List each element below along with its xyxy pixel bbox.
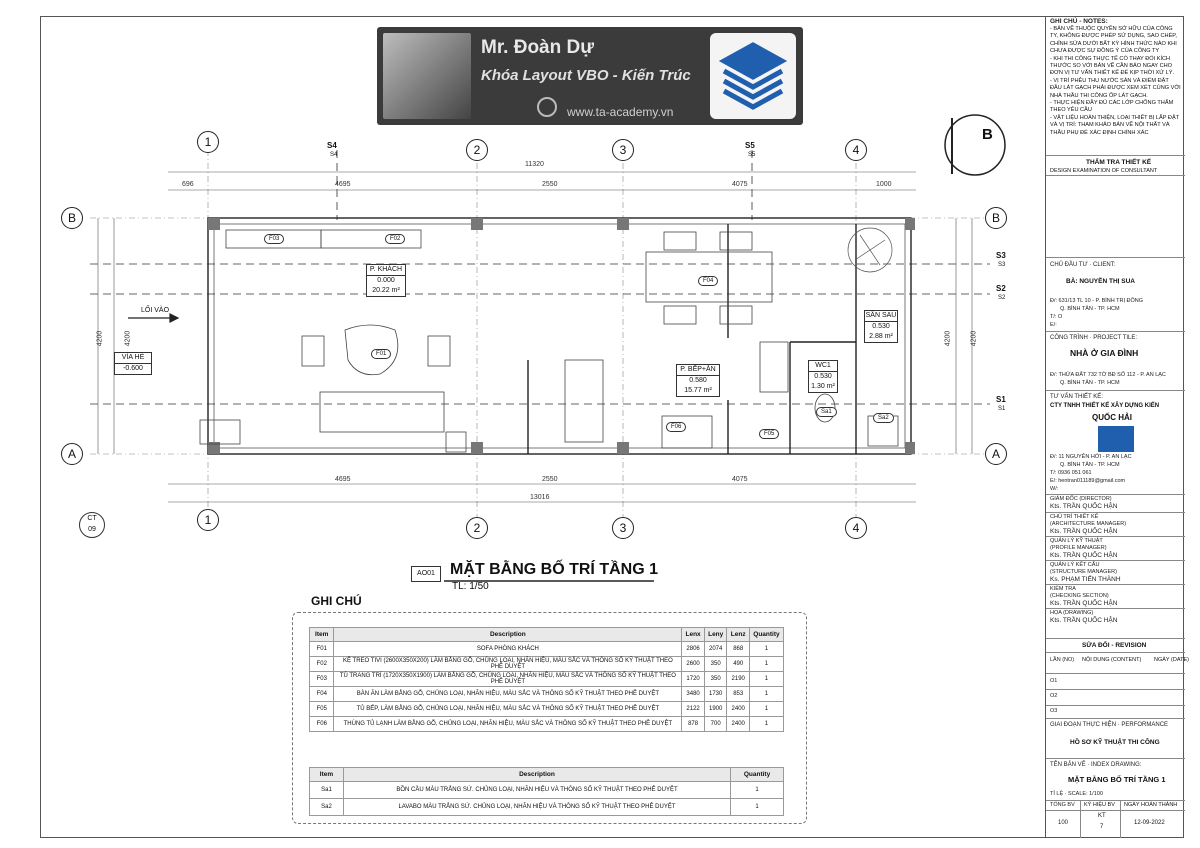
role-caption-2: (STRUCTURE MANAGER) [1050, 569, 1117, 575]
note-line: - THỰC HIỆN ĐẦY ĐỦ CÁC LỚP CHỐNG THẤM [1050, 100, 1174, 107]
section-sub-s1: S1 [998, 406, 1006, 412]
consultant-email: E/: hentran011189@gmail.com [1050, 478, 1126, 484]
room-tag-living: P. KHÁCH 0.000 20.22 m² [366, 264, 406, 297]
academy-logo-icon [710, 33, 796, 119]
revision-row-3: O3 [1050, 708, 1058, 714]
dim-left-inner: 4200 [124, 330, 132, 347]
room-tag-wc1: WC1 0.530 1.30 m² [808, 360, 838, 393]
table-cell: 3480 [682, 687, 705, 702]
grid-bubble-left-b: B [61, 207, 83, 229]
note-line: CHỈNH SỬA DƯỚI BẤT KỲ HÌNH THỨC NÀO KHI [1050, 40, 1177, 47]
table-cell: F02 [310, 657, 334, 672]
note-line: - KHI THI CÔNG THỰC TẾ CÓ THAY ĐỔI KÍCH [1050, 55, 1171, 62]
sanitary-table [309, 767, 784, 816]
note-line: THƯỚC SO VỚI BẢN VẼ CẦN BÁO NGAY CHO [1050, 63, 1173, 70]
table-row [310, 642, 784, 657]
table-cell: F06 [310, 717, 334, 732]
furniture-tag-f03: F03 [264, 234, 284, 244]
furniture-tag-f01: F01 [371, 349, 391, 359]
table-cell: 2600 [682, 657, 705, 672]
role-caption-2: (PROFILE MANAGER) [1050, 545, 1107, 551]
footer-code-value-b: 7 [1100, 824, 1104, 830]
footer-total-caption: TỔNG BV [1050, 802, 1075, 808]
dim-top-1: 4695 [335, 181, 351, 188]
section-sub-s4: S4 [330, 152, 338, 158]
grid-bubble-bottom-4: 4 [845, 517, 867, 539]
table-cell: Sa2 [310, 799, 344, 816]
table-cell: KỆ TREO TIVI (2600X350X200) LÀM BẰNG GỖ, CHỦNG LOẠI, NHÃN HIỆU, MÀU SẮC VÀ THÔNG SỐ KỸ THUẬT THEO PHÊ DUYỆT [334, 657, 682, 672]
index-caption: TÊN BẢN VẼ · INDEX DRAWING: [1050, 762, 1142, 768]
table-cell: 1 [731, 799, 784, 816]
furniture-table-header [310, 628, 784, 642]
dim-top-total: 11320 [525, 161, 544, 168]
role-caption-2: (ARCHITECTURE MANAGER) [1050, 521, 1127, 527]
table-cell: BỒN CẦU MÀU TRẮNG SỨ. CHỦNG LOẠI, NHÃN HIỆU VÀ THÔNG SỐ KỸ THUẬT THEO PHÊ DUYỆT [343, 782, 730, 799]
table-cell: 2074 [704, 642, 727, 657]
section-marker-s5: S5 [745, 141, 755, 150]
detail-callout: CT 09 [79, 512, 105, 538]
table-cell: 1 [731, 782, 784, 799]
furniture-table [309, 627, 784, 732]
entry-label: LỐI VÀO [141, 307, 170, 314]
table-cell: 1 [749, 717, 783, 732]
role-name: Kts. TRẦN QUỐC HẬN [1050, 600, 1118, 607]
drawing-title: MẶT BẰNG BỐ TRÍ TẦNG 1 [450, 561, 658, 578]
dim-bottom-2: 2550 [542, 476, 558, 483]
role-caption: QUẢN LÝ KỸ THUẬT [1050, 538, 1103, 544]
scale-caption: TỈ LỆ · SCALE: 1/100 [1050, 791, 1103, 797]
table-cell: 1 [749, 657, 783, 672]
notes-title: GHI CHÚ - NOTES: [1050, 18, 1108, 25]
phase-value: HỒ SƠ KỸ THUẬT THI CÔNG [1070, 739, 1160, 746]
grid-bubble-top-2: 2 [466, 139, 488, 161]
grid-bubble-right-b: B [985, 207, 1007, 229]
footer-date-value: 12-09-2022 [1134, 820, 1165, 826]
consultant-name-2: QUỐC HẢI [1092, 413, 1132, 422]
table-cell: 350 [704, 672, 727, 687]
table-cell: 853 [727, 687, 749, 702]
role-caption: QUẢN LÝ KẾT CẤU [1050, 562, 1100, 568]
table-row [310, 687, 784, 702]
note-line: NHÀ THẦU THI CÔNG ỐP LÁT GẠCH. [1050, 92, 1148, 99]
table-cell: 1 [749, 642, 783, 657]
table-cell: BÀN ĂN LÀM BẰNG GỖ, CHỦNG LOẠI, NHÃN HIỆU, MÀU SẮC VÀ THÔNG SỐ KỸ THUẬT THEO PHÊ DUYỆT [334, 687, 682, 702]
consultant-phone: T/: 0936 051 061 [1050, 470, 1092, 476]
client-caption: CHỦ ĐẦU TƯ · CLIENT: [1050, 262, 1116, 268]
title-block [1045, 16, 1189, 838]
section-sub-s5: S5 [748, 152, 756, 158]
furniture-col-header: Description [334, 628, 682, 642]
table-cell: F04 [310, 687, 334, 702]
table-cell: 2190 [727, 672, 749, 687]
dim-bottom-3: 4075 [732, 476, 748, 483]
dim-top-3: 4075 [732, 181, 748, 188]
furniture-tag-f06: F06 [666, 422, 686, 432]
furniture-col-header: Quantity [749, 628, 783, 642]
grid-bubble-top-4: 4 [845, 139, 867, 161]
grid-bubble-left-a: A [61, 443, 83, 465]
role-caption: CHỦ TRÌ THIẾT KẾ [1050, 514, 1099, 520]
furniture-tag-f04: F04 [698, 276, 718, 286]
table-row [310, 657, 784, 672]
role-name: Kts. TRẦN QUỐC HẬN [1050, 552, 1118, 559]
table-cell: 2400 [727, 717, 749, 732]
table-cell: THÙNG TỦ LẠNH LÀM BẰNG GỖ, CHỦNG LOẠI, NHÃN HIỆU, MÀU SẮC VÀ THÔNG SỐ KỸ THUẬT THEO PHÊ DUYỆT [334, 717, 682, 732]
consultant-caption: TƯ VẤN THIẾT KẾ: [1050, 394, 1103, 400]
furniture-table-body [310, 642, 784, 732]
client-phone: T/: O [1050, 314, 1063, 320]
website-link[interactable]: www.ta-academy.vn [567, 105, 674, 119]
note-line: - VẬT LIỆU HOÀN THIỆN, LOẠI THIẾT BỊ LẮP ĐẶT [1050, 114, 1180, 121]
table-cell: 700 [704, 717, 727, 732]
grid-bubble-bottom-3: 3 [612, 517, 634, 539]
client-address-2: Q. BÌNH TÂN - TP. HCM [1060, 306, 1120, 312]
note-line: THEO YÊU CẦU [1050, 107, 1092, 114]
author-banner [377, 27, 803, 125]
note-line: - VỊ TRÍ PHỄU THU NƯỚC SÀN VÀ ĐIỂM ĐẶT [1050, 77, 1169, 84]
consultant-web: W/: [1050, 486, 1059, 492]
title-notes [1050, 26, 1181, 137]
consultant-address-1: Đ/: 11 NGUYỄN HỚI - P. AN LẠC [1050, 454, 1132, 460]
drawing-code: AO01 [411, 566, 441, 582]
table-row [310, 799, 784, 816]
table-cell: TỦ BẾP, LÀM BẰNG GỖ, CHỦNG LOẠI, NHÃN HIỆU, MÀU SẮC VÀ THÔNG SỐ KỸ THUẬT THEO PHÊ DUYỆT [334, 702, 682, 717]
north-label: B [982, 126, 993, 143]
table-cell: 1720 [682, 672, 705, 687]
section-sub-s3: S3 [998, 262, 1006, 268]
author-photo [383, 33, 471, 119]
consultant-name-1: CTY TNHH THIẾT KẾ XÂY DỰNG KIẾN [1050, 403, 1160, 409]
revision-col-date: NGÀY (DATE) [1154, 657, 1189, 663]
room-tag-backyard: SÂN SAU 0.530 2.88 m² [864, 310, 898, 343]
table-row [310, 672, 784, 687]
table-row [310, 782, 784, 799]
dim-bottom-1: 4695 [335, 476, 351, 483]
dim-top-right: 1000 [876, 181, 892, 188]
note-line: - BẢN VẼ THUỘC QUYỀN SỞ HỮU CỦA CÔNG [1050, 26, 1173, 32]
consultant-logo-icon [1098, 426, 1134, 452]
sanitary-table-body [310, 782, 784, 816]
index-value: MẶT BẰNG BỐ TRÍ TẦNG 1 [1068, 775, 1166, 784]
table-cell: 350 [704, 657, 727, 672]
role-caption: KIỂM TRA [1050, 586, 1076, 592]
sanitary-table-header [310, 768, 784, 782]
revision-col-content: NỘI DUNG (CONTENT) [1082, 657, 1142, 663]
furniture-tag-f02: F02 [385, 234, 405, 244]
role-caption-2: (CHECKING SECTION) [1050, 593, 1109, 599]
review-title: THẨM TRA THIẾT KẾ [1086, 159, 1152, 166]
title-underline [444, 580, 654, 584]
dim-bottom-total: 13016 [530, 494, 550, 501]
dim-top-2: 2550 [542, 181, 558, 188]
review-sub: DESIGN EXAMINATION OF CONSULTANT [1050, 168, 1158, 174]
role-caption: HỌA (DRAWING) [1050, 610, 1094, 616]
project-name: NHÀ Ở GIA ĐÌNH [1070, 348, 1139, 358]
furniture-col-header: Lenx [682, 628, 705, 642]
furniture-col-header: Leny [704, 628, 727, 642]
client-address-1: Đ/: 631/13 TL 10 - P. BÌNH TRỊ ĐÔNG [1050, 298, 1144, 304]
table-cell: LAVABO MÀU TRẮNG SỨ. CHỦNG LOẠI, NHÃN HIỆU VÀ THÔNG SỐ KỸ THUẬT THEO PHÊ DUYỆT [343, 799, 730, 816]
grid-bubble-bottom-1: 1 [197, 509, 219, 531]
consultant-address-2: Q. BÌNH TÂN - TP. HCM [1060, 462, 1120, 468]
table-cell: 1 [749, 702, 783, 717]
table-cell: 868 [727, 642, 749, 657]
fixture-tag-sa1: Sa1 [816, 407, 837, 417]
furniture-col-header: Item [310, 628, 334, 642]
fixture-tag-sa2: Sa2 [873, 413, 894, 423]
project-address-1: Đ/: THỬA ĐẤT 732 TỜ BĐ SỐ 112 - P. AN LẠC [1050, 372, 1166, 378]
project-caption: CÔNG TRÌNH · PROJECT TILE: [1050, 335, 1138, 341]
table-cell: 2400 [727, 702, 749, 717]
dim-top-left: 696 [182, 181, 194, 188]
table-row [310, 702, 784, 717]
note-line: CHƯA ĐƯỢC SỰ ĐỒNG Ý CỦA CÔNG TY [1050, 48, 1160, 55]
table-cell: Sa1 [310, 782, 344, 799]
section-marker-s4: S4 [327, 141, 337, 150]
footer-code-caption: KÝ HIỆU BV [1084, 802, 1115, 808]
table-cell: TỦ TRANG TRÍ (1720X350X1900) LÀM BẰNG GỖ, CHỦNG LOẠI, NHÃN HIỆU, MÀU SẮC VÀ THÔNG SỐ KỸ THUẬT THEO PHÊ DUYỆT [334, 672, 682, 687]
dim-left-outer: 4200 [96, 330, 104, 347]
notes-heading: GHI CHÚ [311, 594, 362, 608]
table-cell: 1 [749, 687, 783, 702]
footer-code-value-a: KT [1098, 813, 1106, 819]
grid-bubble-bottom-2: 2 [466, 517, 488, 539]
sanitary-col-header: Item [310, 768, 344, 782]
course-title: Khóa Layout VBO - Kiến Trúc [481, 67, 691, 84]
role-name: Kts. TRẦN QUỐC HẬN [1050, 528, 1118, 535]
table-cell: SOFA PHÒNG KHÁCH [334, 642, 682, 657]
note-line: VÀ VỊ TRÍ: THAM KHẢO BẢN VẼ NỘI THẤT VÀ [1050, 122, 1170, 129]
section-marker-s1: S1 [996, 395, 1006, 404]
grid-bubble-right-a: A [985, 443, 1007, 465]
role-name: Kts. TRẦN QUỐC HẬN [1050, 617, 1118, 624]
table-cell: F05 [310, 702, 334, 717]
sanitary-col-header: Quantity [731, 768, 784, 782]
grid-bubble-top-3: 3 [612, 139, 634, 161]
section-sub-s2: S2 [998, 295, 1006, 301]
table-cell: 878 [682, 717, 705, 732]
revision-title: SỬA ĐỔI - REVISION [1082, 642, 1147, 649]
footer-total-value: 100 [1058, 820, 1069, 826]
globe-icon [537, 97, 557, 117]
drawing-scale: TL: 1/50 [452, 581, 489, 592]
table-cell: F03 [310, 672, 334, 687]
project-address-2: Q. BÌNH TÂN - TP. HCM [1060, 380, 1120, 386]
client-name: BÀ: NGUYỄN THỊ SUA [1066, 278, 1135, 285]
role-caption: GIÁM ĐỐC (DIRECTOR) [1050, 496, 1112, 502]
table-cell: 490 [727, 657, 749, 672]
role-name: Ks. PHẠM TIẾN THÀNH [1050, 576, 1121, 583]
table-cell: 1730 [704, 687, 727, 702]
footer-date-caption: NGÀY HOÀN THÀNH [1124, 802, 1178, 808]
section-marker-s3: S3 [996, 251, 1006, 260]
room-tag-kitchen: P. BẾP+ĂN 0.580 15.77 m² [676, 364, 720, 397]
table-cell: 1900 [704, 702, 727, 717]
sidewalk-tag: VỈA HÈ -0.600 [114, 352, 152, 375]
section-marker-s2: S2 [996, 284, 1006, 293]
furniture-col-header: Lenz [727, 628, 749, 642]
grid-bubble-top-1: 1 [197, 131, 219, 153]
note-line: ĐƠN VỊ TƯ VẤN THIẾT KẾ ĐỂ KỊP THỜI XỬ LÝ. [1050, 70, 1175, 77]
client-email: E/: [1050, 322, 1057, 328]
phase-caption: GIAI ĐOẠN THỰC HIỆN · PERFORMANCE [1050, 722, 1169, 728]
note-line: ĐẦU LÁT GẠCH PHẢI ĐƯỢC XEM XÉT CÙNG VỚI [1050, 85, 1181, 92]
author-name: Mr. Đoàn Dự [481, 37, 594, 58]
table-cell: F01 [310, 642, 334, 657]
furniture-tag-f05: F05 [759, 429, 779, 439]
table-cell: 2122 [682, 702, 705, 717]
revision-col-no: LẦN (NO) [1050, 657, 1075, 663]
note-line: TY, KHÔNG ĐƯỢC PHÉP SỬ DỤNG, SAO CHÉP, [1050, 33, 1177, 40]
note-line: THẦU PHỤ ĐỂ XÁC ĐỊNH CHÍNH XÁC [1050, 129, 1149, 136]
table-cell: 1 [749, 672, 783, 687]
role-name: Kts. TRẦN QUỐC HẬN [1050, 503, 1118, 510]
dim-right-inner: 4200 [944, 330, 952, 347]
revision-row-2: O2 [1050, 693, 1058, 699]
table-cell: 2806 [682, 642, 705, 657]
table-row [310, 717, 784, 732]
sanitary-col-header: Description [343, 768, 730, 782]
revision-row-1: O1 [1050, 678, 1058, 684]
dim-right-outer: 4200 [970, 330, 978, 347]
